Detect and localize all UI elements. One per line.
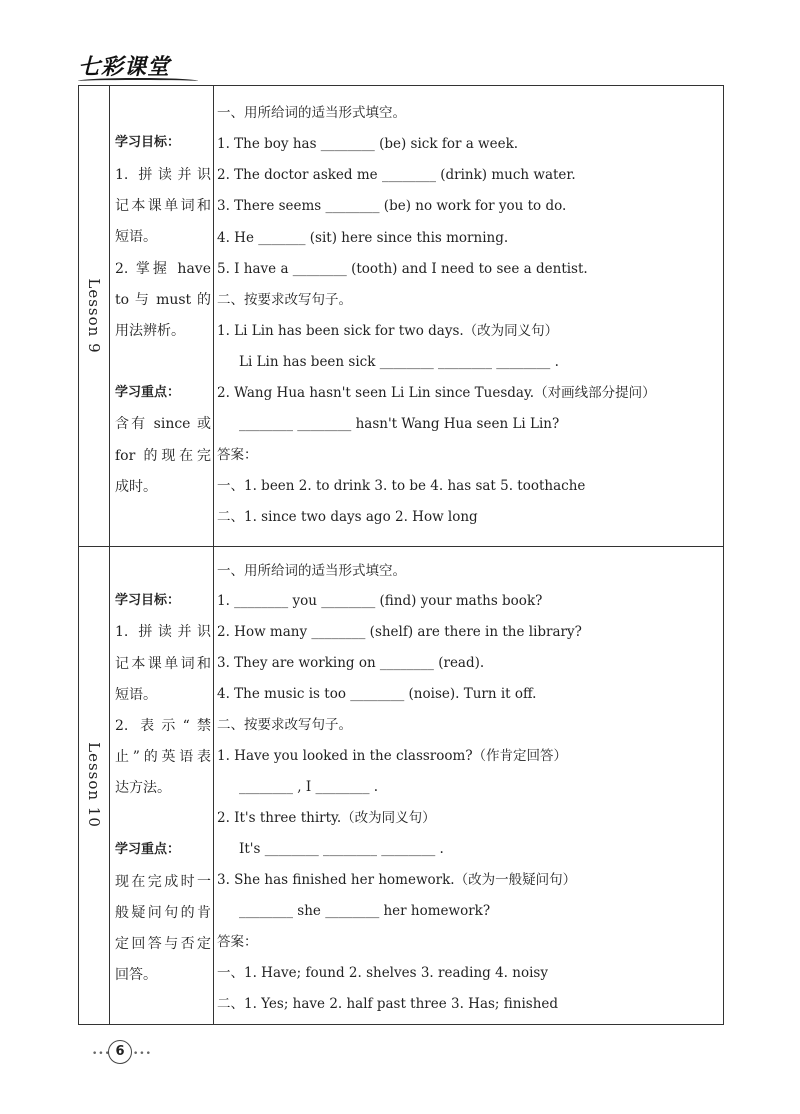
goal-line: 达方法。 xyxy=(115,780,171,796)
goal-line: 定回答与否定 xyxy=(115,936,211,952)
exercise-line: 1. Have you looked in the classroom?（作肯定回答） xyxy=(217,748,568,764)
answer-line: 一、1. Have; found 2. shelves 3. reading 4. noisy xyxy=(217,965,548,981)
goal-line: 记本课单词和 xyxy=(115,656,211,672)
section-heading: 二、按要求改写句子。 xyxy=(217,292,352,308)
lesson-label: Lesson 9 xyxy=(85,278,103,354)
brand-logo xyxy=(78,50,208,84)
goal-line: 短语。 xyxy=(115,687,157,703)
exercise-line: 2. How many ________ (shelf) are there in the library? xyxy=(217,624,582,640)
brand-underline xyxy=(78,78,198,84)
lesson-label-cell xyxy=(79,86,110,546)
goals-heading: 学习目标： xyxy=(115,135,181,150)
goal-line: 记本课单词和 xyxy=(115,198,211,214)
goal-line: 1. 拼读并识 xyxy=(115,624,211,640)
exercise-line: 5. I have a ________ (tooth) and I need to see a dentist. xyxy=(217,261,588,277)
exercise-line: 3. They are working on ________ (read). xyxy=(217,655,485,671)
lesson-table xyxy=(78,85,724,1025)
exercise-line: 1. ________ you ________ (find) your maths book? xyxy=(217,593,543,609)
page-dots-left: ••• xyxy=(92,1049,111,1059)
exercise-cell xyxy=(213,546,723,1024)
lesson-row-9 xyxy=(79,86,723,547)
section-heading: 一、用所给词的适当形式填空。 xyxy=(217,105,406,121)
exercise-line: 4. The music is too ________ (noise). Turn it off. xyxy=(217,686,537,702)
exercise-line: ________ , I ________ . xyxy=(239,779,379,795)
goal-line: 1. 拼读并识 xyxy=(115,167,211,183)
goals-heading: 学习目标： xyxy=(115,593,181,608)
exercise-line: 1. The boy has ________ (be) sick for a week. xyxy=(217,136,519,152)
page-number: 6 xyxy=(108,1040,132,1064)
exercise-line: It's ________ ________ ________ . xyxy=(239,841,444,857)
exercise-line: ________ she ________ her homework? xyxy=(239,903,491,919)
lesson-label-cell xyxy=(79,546,110,1024)
goal-line: for 的现在完 xyxy=(115,448,211,464)
brand-title: 七彩课堂 xyxy=(78,55,171,80)
answer-line: 二、1. Yes; have 2. half past three 3. Has; finished xyxy=(217,996,559,1012)
exercise-line: 2. The doctor asked me ________ (drink) much water. xyxy=(217,167,576,183)
exercise-line: 3. There seems ________ (be) no work for you to do. xyxy=(217,198,567,214)
exercise-line: 1. Li Lin has been sick for two days.（改为同义句） xyxy=(217,323,559,339)
goal-line: 成时。 xyxy=(115,479,157,495)
section-heading: 二、按要求改写句子。 xyxy=(217,717,352,733)
goals-cell xyxy=(109,86,214,546)
exercise-line: 2. Wang Hua hasn't seen Li Lin since Tuesday.（对画线部分提问） xyxy=(217,385,656,401)
goal-line: 回答。 xyxy=(115,967,157,983)
goal-line: 止”的英语表 xyxy=(115,749,211,765)
goal-line: 2. 表示“禁 xyxy=(115,718,211,734)
answer-heading: 答案： xyxy=(217,447,258,463)
page-dots-right: ••• xyxy=(133,1049,152,1059)
exercise-line: 2. It's three thirty.（改为同义句） xyxy=(217,810,436,826)
lesson-label: Lesson 10 xyxy=(85,742,103,828)
exercise-line: Li Lin has been sick ________ ________ ________ . xyxy=(239,354,559,370)
goal-line: 短语。 xyxy=(115,229,157,245)
exercise-cell xyxy=(213,86,723,546)
answer-line: 二、1. since two days ago 2. How long xyxy=(217,509,478,525)
exercise-line: ________ ________ hasn't Wang Hua seen Li Lin? xyxy=(239,416,560,432)
exercise-line: 4. He _______ (sit) here since this morning. xyxy=(217,230,509,246)
answer-line: 一、1. been 2. to drink 3. to be 4. has sat 5. toothache xyxy=(217,478,586,494)
focus-heading: 学习重点： xyxy=(115,842,181,857)
goal-line: 2. 掌握 have xyxy=(115,261,211,277)
goals-cell xyxy=(109,546,214,1024)
page-number-badge xyxy=(92,1040,152,1064)
exercise-line: 3. She has finished her homework.（改为一般疑问句） xyxy=(217,872,577,888)
lesson-row-10 xyxy=(79,546,723,1024)
goal-line: 含有 since 或 xyxy=(115,416,211,432)
goal-line: to 与 must 的 xyxy=(115,292,211,308)
section-heading: 一、用所给词的适当形式填空。 xyxy=(217,563,406,579)
goal-line: 用法辨析。 xyxy=(115,323,185,339)
focus-heading: 学习重点： xyxy=(115,385,181,400)
goal-line: 现在完成时一 xyxy=(115,874,211,890)
goal-line: 般疑问句的肯 xyxy=(115,905,211,921)
answer-heading: 答案： xyxy=(217,934,258,950)
